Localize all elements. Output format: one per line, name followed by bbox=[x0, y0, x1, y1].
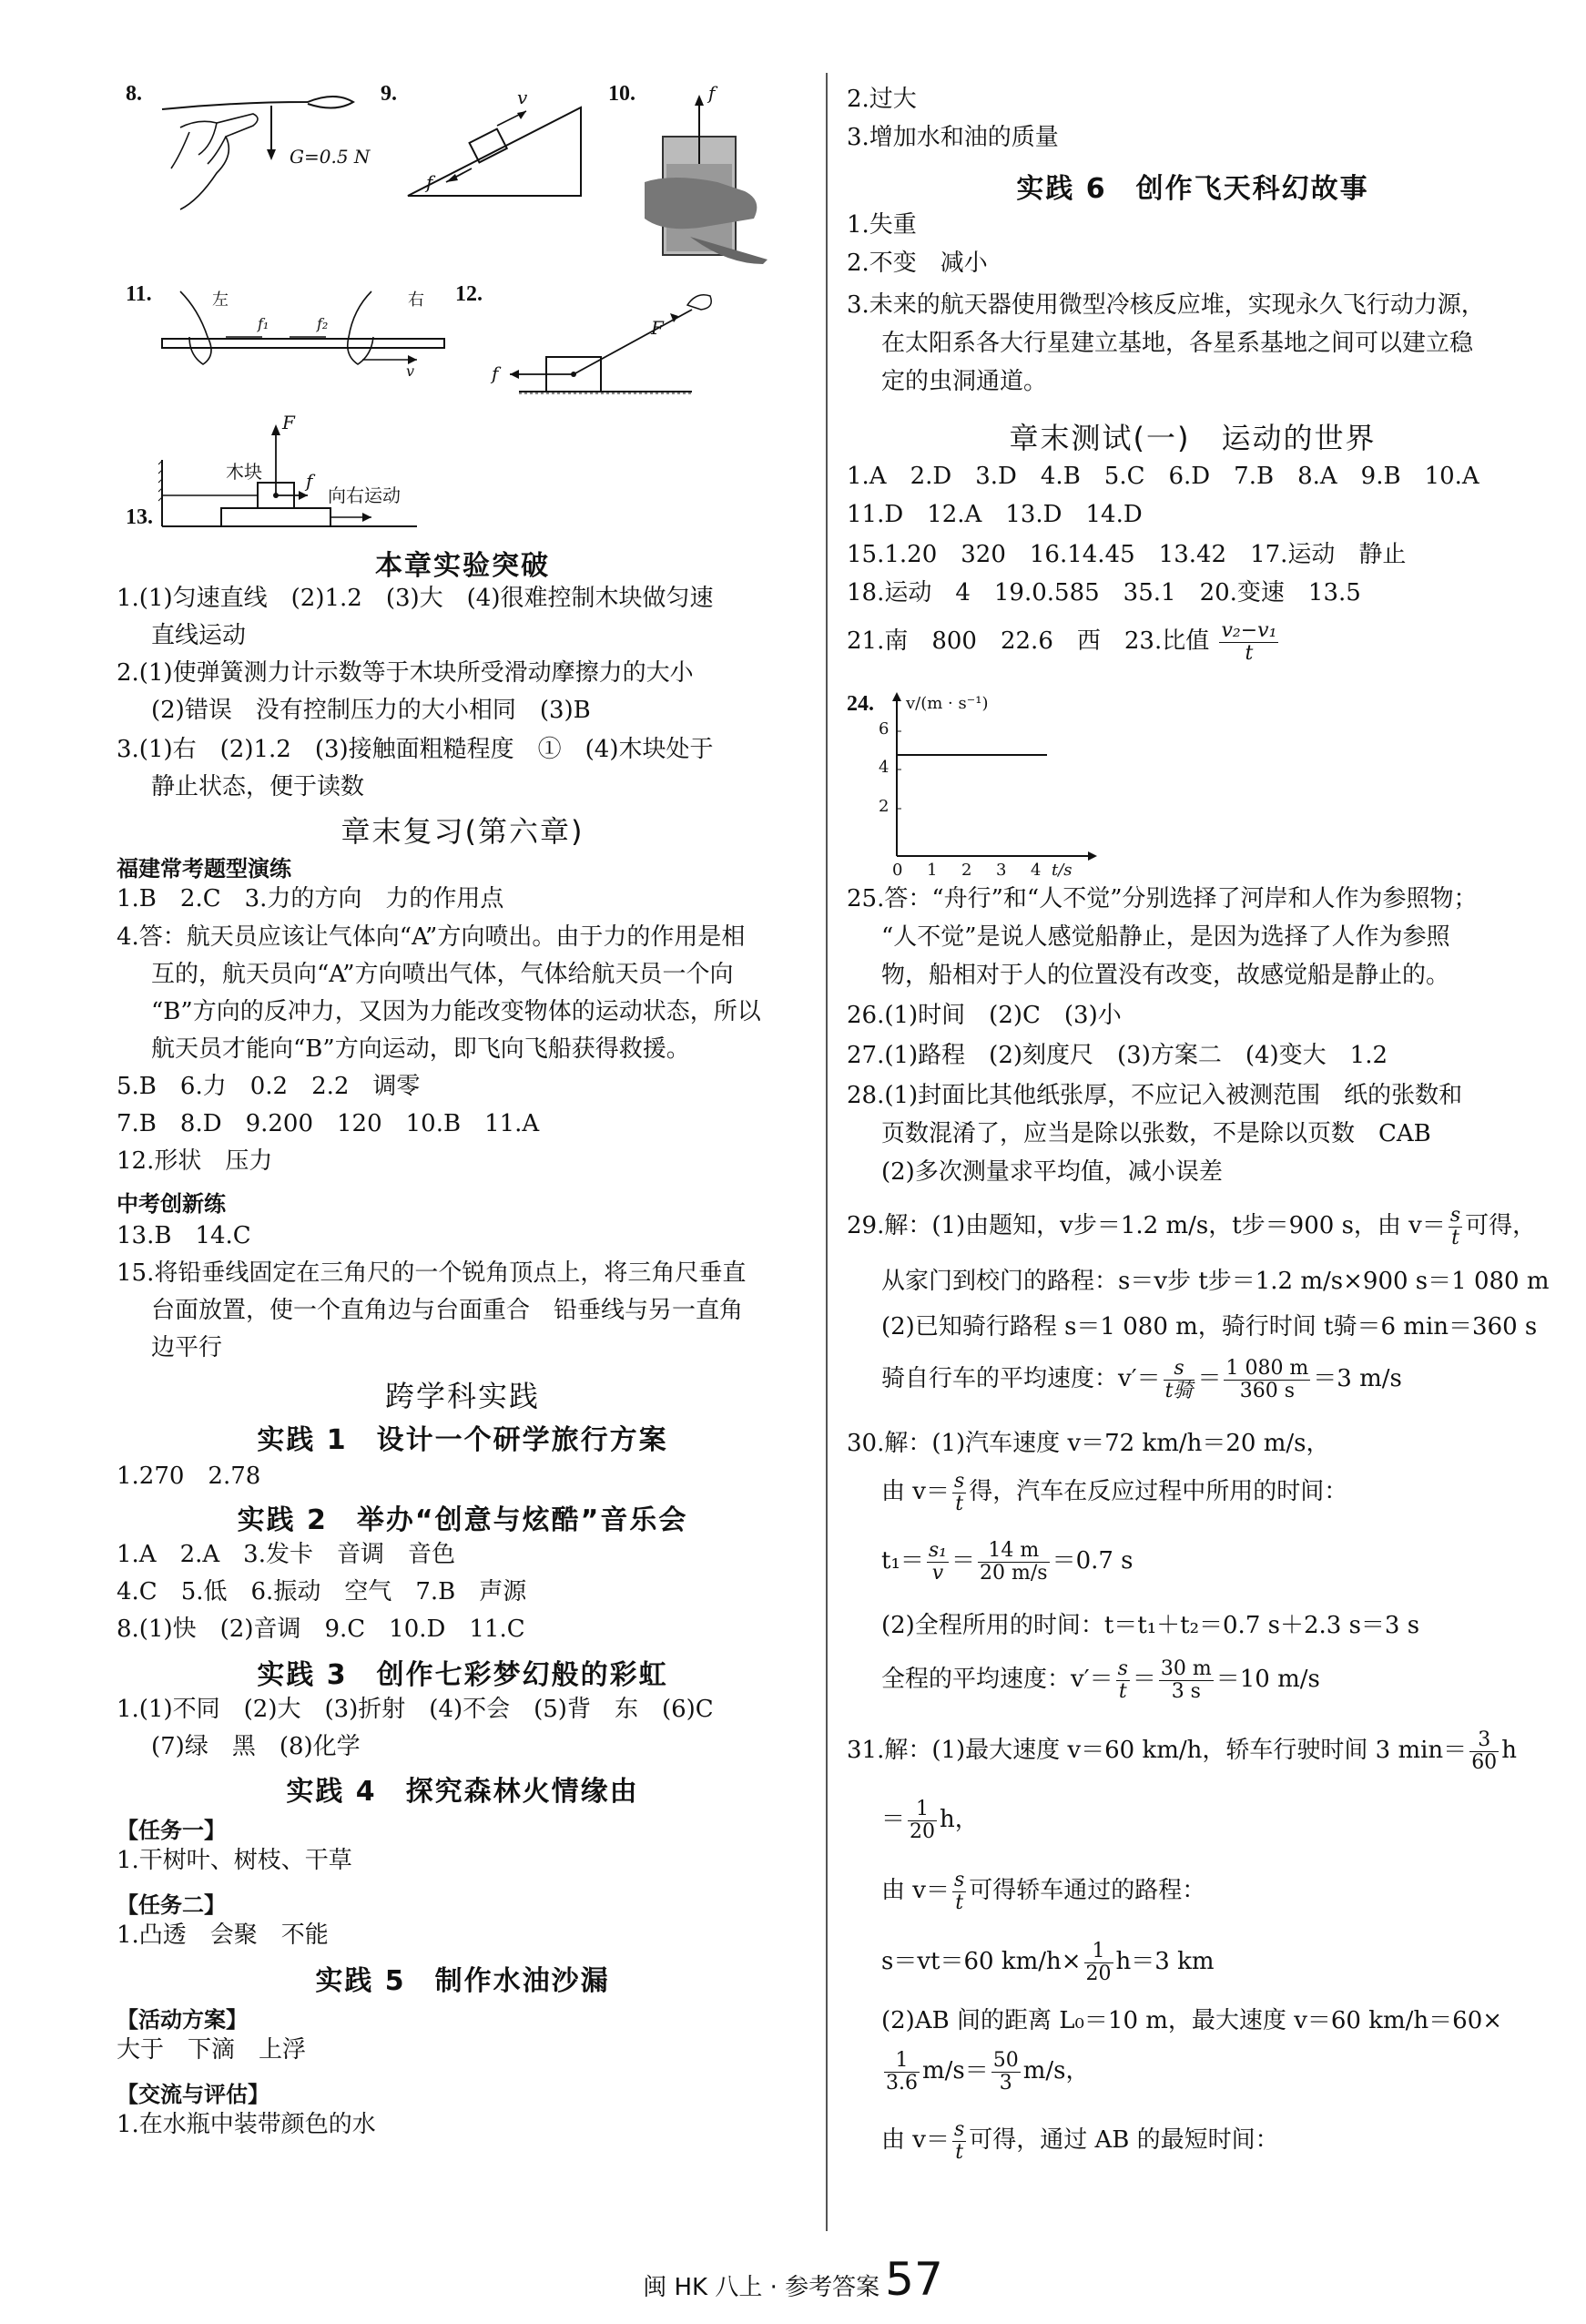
velocity-label: v bbox=[517, 87, 528, 108]
answer-line: 25.答：“舟行”和“人不觉”分别选择了河岸和人作为参照物； bbox=[847, 885, 1478, 912]
y-tick: 6 bbox=[879, 719, 890, 739]
left-label: 左 bbox=[212, 290, 229, 310]
answer-line: 由 v＝ $\frac{s}{t}$ 得，汽车在反应过程中所用的时间： bbox=[881, 1469, 1348, 1515]
answer-line: (2)全程所用的时间：t＝t₁＋t₂＝0.7 s＋2.3 s＝3 s bbox=[881, 1612, 1420, 1639]
f1-label: f₁ bbox=[258, 315, 269, 332]
heading-practice-3: 实践 3 创作七彩梦幻般的彩虹 bbox=[257, 1659, 668, 1691]
footer-text: 闽 HK 八上 · 参考答案 bbox=[643, 2274, 880, 2301]
answer-line: (2)AB 间的距离 L₀＝10 m，最大速度 v＝60 km/h＝60× bbox=[881, 2007, 1503, 2034]
pulled-block-diagram bbox=[455, 282, 801, 410]
answer-line: 1.干树叶、树枝、干草 bbox=[117, 1847, 352, 1874]
answer-line: 由 v＝ $\frac{s}{t}$ 可得轿车通过的路程： bbox=[881, 1868, 1206, 1914]
gravity-label: G=0.5 N bbox=[290, 146, 371, 168]
block-on-board-diagram bbox=[126, 410, 435, 537]
figure-12 bbox=[455, 282, 801, 410]
answer-line: 18.运动 4 19.0.585 35.1 20.变速 13.5 bbox=[847, 579, 1361, 606]
task-label: 【交流与评估】 bbox=[117, 2082, 269, 2107]
figure-13 bbox=[126, 410, 435, 537]
answer-line: 26.(1)时间 (2)C (3)小 bbox=[847, 1002, 1122, 1029]
incline-diagram bbox=[381, 82, 599, 209]
fraction: $\frac{\text{v₂−v₁}}{t}$ bbox=[1221, 618, 1277, 665]
f2-label: f₂ bbox=[317, 315, 329, 332]
answer-line: “人不觉”是说人感觉船静止，是因为选择了人作为参照 bbox=[881, 923, 1450, 951]
x-tick: 3 bbox=[996, 861, 1007, 880]
answer-line: 由 v＝ $\frac{s}{t}$ 可得，通过 AB 的最短时间： bbox=[881, 2117, 1279, 2164]
subheading: 中考创新练 bbox=[117, 1191, 226, 1217]
figure-number: 11. bbox=[126, 282, 152, 306]
answer-line: (7)绿 黑 (8)化学 bbox=[151, 1733, 361, 1760]
answer-line: 27.(1)路程 (2)刻度尺 (3)方案二 (4)变大 1.2 bbox=[847, 1042, 1388, 1069]
heading-practice-1: 实践 1 设计一个研学旅行方案 bbox=[257, 1424, 668, 1456]
hand-glass-illustration bbox=[608, 82, 799, 273]
task-label: 【任务一】 bbox=[117, 1818, 226, 1843]
answer-line: 1.270 2.78 bbox=[117, 1463, 261, 1490]
answer-line: 1.A 2.D 3.D 4.B 5.C 6.D 7.B 8.A 9.B 10.A bbox=[847, 463, 1479, 490]
heading-interdisciplinary: 跨学科实践 bbox=[384, 1379, 540, 1413]
block-label: 木块 bbox=[226, 461, 262, 483]
figure-8 bbox=[126, 82, 408, 219]
answer-line: 1.(1)不同 (2)大 (3)折射 (4)不会 (5)背 东 (6)C bbox=[117, 1696, 714, 1723]
heading-chapter-test: 章末测试(一) 运动的世界 bbox=[1009, 421, 1377, 455]
answer-line: 定的虫洞通道。 bbox=[881, 368, 1048, 395]
friction-label: f bbox=[492, 362, 499, 384]
figure-10 bbox=[608, 82, 799, 273]
answer-line: 12.形状 压力 bbox=[117, 1147, 273, 1175]
answer-line: 在太阳系各大行星建立基地，各星系基地之间可以建立稳 bbox=[881, 330, 1474, 357]
answer-line: 台面放置，使一个直角边与台面重合 铅垂线与另一直角 bbox=[151, 1297, 744, 1324]
x-tick: 4 bbox=[1031, 861, 1042, 880]
answer-line: 静止状态，便于读数 bbox=[151, 773, 365, 800]
answer-line: 1.失重 bbox=[847, 211, 917, 239]
x-tick: 2 bbox=[961, 861, 972, 880]
answer-line: 15.将铅垂线固定在三角尺的一个锐角顶点上，将三角尺垂直 bbox=[117, 1259, 747, 1287]
heading-practice-4: 实践 4 探究森林火情缘由 bbox=[286, 1776, 639, 1808]
answer-line: 3.未来的航天器使用微型冷核反应堆，实现永久飞行动力源， bbox=[847, 291, 1485, 319]
answer-line: (2)已知骑行路程 s＝1 080 m，骑行时间 t骑＝6 min＝360 s bbox=[881, 1313, 1538, 1340]
answer-line: 15.1.20 320 16.14.45 13.42 17.运动 静止 bbox=[847, 541, 1407, 568]
answer-line: s＝vt＝60 km/h× $\frac{1}{20}$ h＝3 km bbox=[881, 1939, 1215, 1985]
y-tick: 2 bbox=[879, 797, 890, 816]
direction-label: 向右运动 bbox=[328, 484, 401, 506]
question-number: 24. bbox=[847, 692, 874, 716]
figure-9 bbox=[381, 82, 599, 209]
answer-line: 互的，航天员向“A”方向喷出气体，气体给航天员一个向 bbox=[151, 961, 734, 988]
fraction: $\frac{s}{t}$ bbox=[1449, 1203, 1461, 1249]
answer-line: 8.(1)快 (2)音调 9.C 10.D 11.C bbox=[117, 1616, 525, 1643]
answer-line: 4.答：航天员应该让气体向“A”方向喷出。由于力的作用是相 bbox=[117, 923, 746, 951]
answer-line: 13.B 14.C bbox=[117, 1222, 251, 1249]
answer-line: (2)多次测量求平均值，减小误差 bbox=[881, 1158, 1223, 1186]
answer-text: 21.南 800 22.6 西 23.比值 bbox=[847, 627, 1210, 655]
y-tick: 4 bbox=[879, 758, 890, 777]
friction-label: f bbox=[426, 171, 433, 193]
answer-line-29: 29.解：(1)由题知，v步＝1.2 m/s，t步＝900 s，由 v＝ $\frac{s}{t}$ 可得， bbox=[847, 1203, 1537, 1249]
answer-line: 1.凸透 会聚 不能 bbox=[117, 1921, 329, 1949]
heading-chapter-review: 章末复习(第六章) bbox=[341, 814, 585, 849]
figure-number: 12. bbox=[455, 282, 483, 306]
answer-line: 11.D 12.A 13.D 14.D bbox=[847, 501, 1143, 528]
answer-line: “B”方向的反冲力，又因为力能改变物体的运动状态，所以 bbox=[151, 998, 761, 1025]
answer-line: 1.B 2.C 3.力的方向 力的作用点 bbox=[117, 885, 504, 912]
answer-line: 大于 下滴 上浮 bbox=[117, 2036, 307, 2064]
heading-experiment: 本章实验突破 bbox=[375, 550, 550, 582]
answer-line: 7.B 8.D 9.200 120 10.B 11.A bbox=[117, 1110, 540, 1137]
answer-line-21 bbox=[847, 616, 1281, 667]
answer-line: 3.(1)右 (2)1.2 (3)接触面粗糙程度 ① (4)木块处于 bbox=[117, 736, 714, 763]
figure-number: 13. bbox=[126, 505, 153, 529]
answer-line: (2)错误 没有控制压力的大小相同 (3)B bbox=[151, 697, 591, 724]
column-divider bbox=[826, 73, 828, 2231]
answer-line: 航天员才能向“B”方向运动，即飞向飞船获得救援。 bbox=[151, 1035, 690, 1063]
figure-number: 8. bbox=[126, 82, 142, 106]
right-label: 右 bbox=[408, 290, 424, 310]
velocity-label: v bbox=[406, 362, 415, 380]
answer-line-31: 31.解：(1)最大速度 v＝60 km/h，轿车行驶时间 3 min＝ $\frac{3}{60}$ h bbox=[847, 1728, 1517, 1774]
answer-line: 1.A 2.A 3.发卡 音调 音色 bbox=[117, 1541, 455, 1568]
figure-11 bbox=[126, 282, 453, 401]
velocity-time-graph bbox=[847, 683, 1120, 883]
answer-line: $\frac{1}{3.6}$ m/s＝ $\frac{50}{3}$ m/s， bbox=[886, 2048, 1090, 2095]
x-tick: 0 bbox=[892, 861, 903, 880]
answer-line: 边平行 bbox=[151, 1334, 223, 1361]
right-column bbox=[847, 0, 1550, 2324]
answer-line: 全程的平均速度：v′＝ $\frac{s}{t}$ ＝ $\frac{30 m}{3 s}$ ＝10 m/s bbox=[881, 1656, 1320, 1703]
heading-practice-5: 实践 5 制作水油沙漏 bbox=[315, 1965, 610, 1997]
page-footer bbox=[0, 2253, 1586, 2306]
answer-line: 30.解：(1)汽车速度 v＝72 km/h＝20 m/s， bbox=[847, 1430, 1330, 1457]
figure-number: 10. bbox=[608, 82, 635, 106]
left-column bbox=[117, 0, 808, 2324]
force-label: F bbox=[282, 412, 295, 433]
figure-number: 9. bbox=[381, 82, 397, 106]
answer-line: 直线运动 bbox=[151, 622, 247, 649]
answer-line: 页数混淆了，应当是除以张数，不是除以页数 CAB bbox=[881, 1120, 1431, 1147]
answer-line: 3.增加水和油的质量 bbox=[847, 124, 1059, 151]
answer-line: 4.C 5.低 6.振动 空气 7.B 声源 bbox=[117, 1578, 527, 1605]
hands-ruler-diagram bbox=[126, 282, 453, 401]
friction-label: f bbox=[306, 470, 313, 492]
task-label: 【活动方案】 bbox=[117, 2007, 248, 2033]
answer-line: ＝ $\frac{1}{20}$ h， bbox=[881, 1797, 979, 1843]
answer-line: 骑自行车的平均速度：v′＝ $\frac{s}{\text{t骑}}$ ＝ $\frac{1 080 m}{360 s}$ ＝3 m/s bbox=[881, 1356, 1402, 1402]
answer-line: 2.(1)使弹簧测力计示数等于木块所受滑动摩擦力的大小 bbox=[117, 659, 694, 687]
force-label: F bbox=[651, 317, 664, 339]
answer-line: 1.在水瓶中装带颜色的水 bbox=[117, 2111, 376, 2138]
answer-line: 5.B 6.力 0.2 2.2 调零 bbox=[117, 1073, 421, 1100]
heading-practice-6: 实践 6 创作飞天科幻故事 bbox=[1016, 173, 1369, 205]
answer-line: 2.过大 bbox=[847, 86, 917, 113]
page-number: 57 bbox=[885, 2253, 943, 2306]
task-label: 【任务二】 bbox=[117, 1892, 226, 1918]
answer-line: 2.不变 减小 bbox=[847, 250, 988, 277]
x-axis-label: t/s bbox=[1052, 861, 1073, 880]
answer-line: 从家门到校门的路程：s＝v步 t步＝1.2 m/s×900 s＝1 080 m bbox=[881, 1268, 1550, 1295]
answer-line: 28.(1)封面比其他纸张厚，不应记入被测范围 纸的张数和 bbox=[847, 1082, 1463, 1109]
graph-24 bbox=[847, 683, 1120, 883]
y-axis-label: v/(m · s⁻¹) bbox=[906, 694, 989, 713]
heading-practice-2: 实践 2 举办“创意与炫酷”音乐会 bbox=[237, 1504, 688, 1536]
answer-line: 物，船相对于人的位置没有改变，故感觉船是静止的。 bbox=[881, 962, 1450, 989]
subheading: 福建常考题型演练 bbox=[117, 856, 291, 882]
friction-label: f bbox=[708, 82, 716, 104]
answer-line: t₁＝ $\frac{\text{s₁}}{v}$ ＝ $\frac{14 m}{20 m/s}$ ＝0.7 s bbox=[881, 1538, 1134, 1585]
x-tick: 1 bbox=[927, 861, 938, 880]
answer-line: 1.(1)匀速直线 (2)1.2 (3)大 (4)很难控制木块做匀速 bbox=[117, 585, 714, 612]
